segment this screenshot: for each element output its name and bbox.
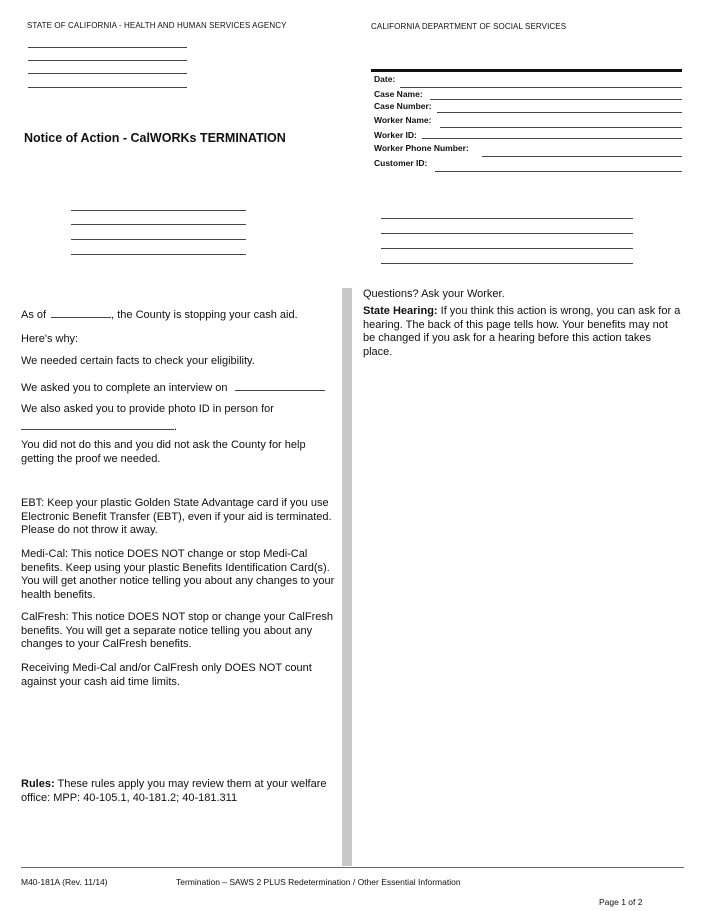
heres-why: Here's why: (21, 333, 79, 345)
customer-id-label: Customer ID: (374, 158, 428, 168)
mailing-line-1 (71, 210, 246, 211)
agency-header: STATE OF CALIFORNIA - HEALTH AND HUMAN SERVICES AGENCY (27, 21, 287, 30)
info-block-top-rule (371, 69, 682, 72)
worker-name-line (440, 127, 682, 128)
as-of-suffix: , the County is stopping your cash aid. (111, 309, 298, 321)
rules-text: These rules apply you may review them at your welfare office: MPP: 40-105.1, 40-181.2; 40-181.311 (21, 778, 327, 804)
reason-paragraph-4: You did not do this and you did not ask the County for help getting the proof we needed. (21, 439, 306, 465)
worker-id-label: Worker ID: (374, 130, 417, 140)
department-header: CALIFORNIA DEPARTMENT OF SOCIAL SERVICES (371, 22, 567, 31)
office-line-1 (381, 218, 633, 219)
address-line-2 (28, 60, 187, 61)
office-line-2 (381, 233, 633, 234)
address-line-1 (28, 47, 187, 48)
state-hearing-label: State Hearing: (363, 305, 438, 317)
case-number-line (437, 112, 682, 113)
office-line-3 (381, 248, 633, 249)
date-label: Date: (374, 74, 396, 84)
reason-paragraph-1: We needed certain facts to check your eligibility. (21, 355, 255, 367)
as-of-date-blank (51, 307, 111, 318)
customer-id-line (435, 171, 682, 172)
case-name-label: Case Name: (374, 89, 423, 99)
photo-id-text: We also asked you to provide photo ID in person for (21, 403, 274, 415)
mailing-line-2 (71, 224, 246, 225)
state-hearing-text: If you think this action is wrong, you can ask for a hearing. The back of this page tells how. Your benefits may not be changed if you ask for a hearing before this action takes place. (363, 305, 681, 358)
office-line-4 (381, 263, 633, 264)
questions-line: Questions? Ask your Worker. (363, 288, 505, 300)
form-number: M40-181A (Rev. 11/14) (21, 877, 108, 887)
rules-label: Rules: (21, 778, 55, 790)
mailing-line-3 (71, 239, 246, 240)
interview-text: We asked you to complete an interview on (21, 382, 228, 394)
photo-id-date-blank (21, 419, 174, 430)
worker-phone-label: Worker Phone Number: (374, 143, 469, 153)
calfresh-paragraph: CalFresh: This notice DOES NOT stop or change your CalFresh benefits. You will get a separate notice telling you about any changes to your CalFresh benefits. (21, 611, 333, 650)
case-number-label: Case Number: (374, 101, 432, 111)
page-number: Page 1 of 2 (599, 897, 643, 907)
state-hearing-paragraph (363, 305, 683, 359)
address-line-4 (28, 87, 187, 88)
worker-name-label: Worker Name: (374, 115, 432, 125)
case-name-line (430, 99, 682, 100)
page-title: Notice of Action - CalWORKs TERMINATION (24, 131, 286, 145)
footer-rule (21, 867, 684, 868)
ebt-paragraph: EBT: Keep your plastic Golden State Advantage card if you use Electronic Benefit Transfer (EBT), even if your aid is terminated. Please do not throw it away. (21, 497, 332, 536)
column-divider (342, 288, 352, 866)
interview-date-blank (235, 380, 325, 391)
interview-statement (21, 380, 341, 396)
address-line-3 (28, 73, 187, 74)
worker-phone-line (482, 156, 682, 157)
as-of-statement (21, 307, 341, 323)
date-line (400, 87, 682, 88)
receiving-paragraph: Receiving Medi-Cal and/or CalFresh only DOES NOT count against your cash aid time limits. (21, 662, 312, 688)
footer-description: Termination – SAWS 2 PLUS Redetermination / Other Essential Information (176, 877, 461, 887)
photo-id-period: . (174, 420, 178, 433)
worker-id-line (422, 138, 682, 139)
photo-id-statement (21, 403, 341, 434)
rules-paragraph (21, 778, 339, 805)
mailing-line-4 (71, 254, 246, 255)
medical-paragraph: Medi-Cal: This notice DOES NOT change or stop Medi-Cal benefits. Keep using your plastic Benefits Identification Card(s). You will get another notice telling you about any changes to your health benefits. (21, 548, 335, 601)
as-of-prefix: As of (21, 309, 47, 321)
